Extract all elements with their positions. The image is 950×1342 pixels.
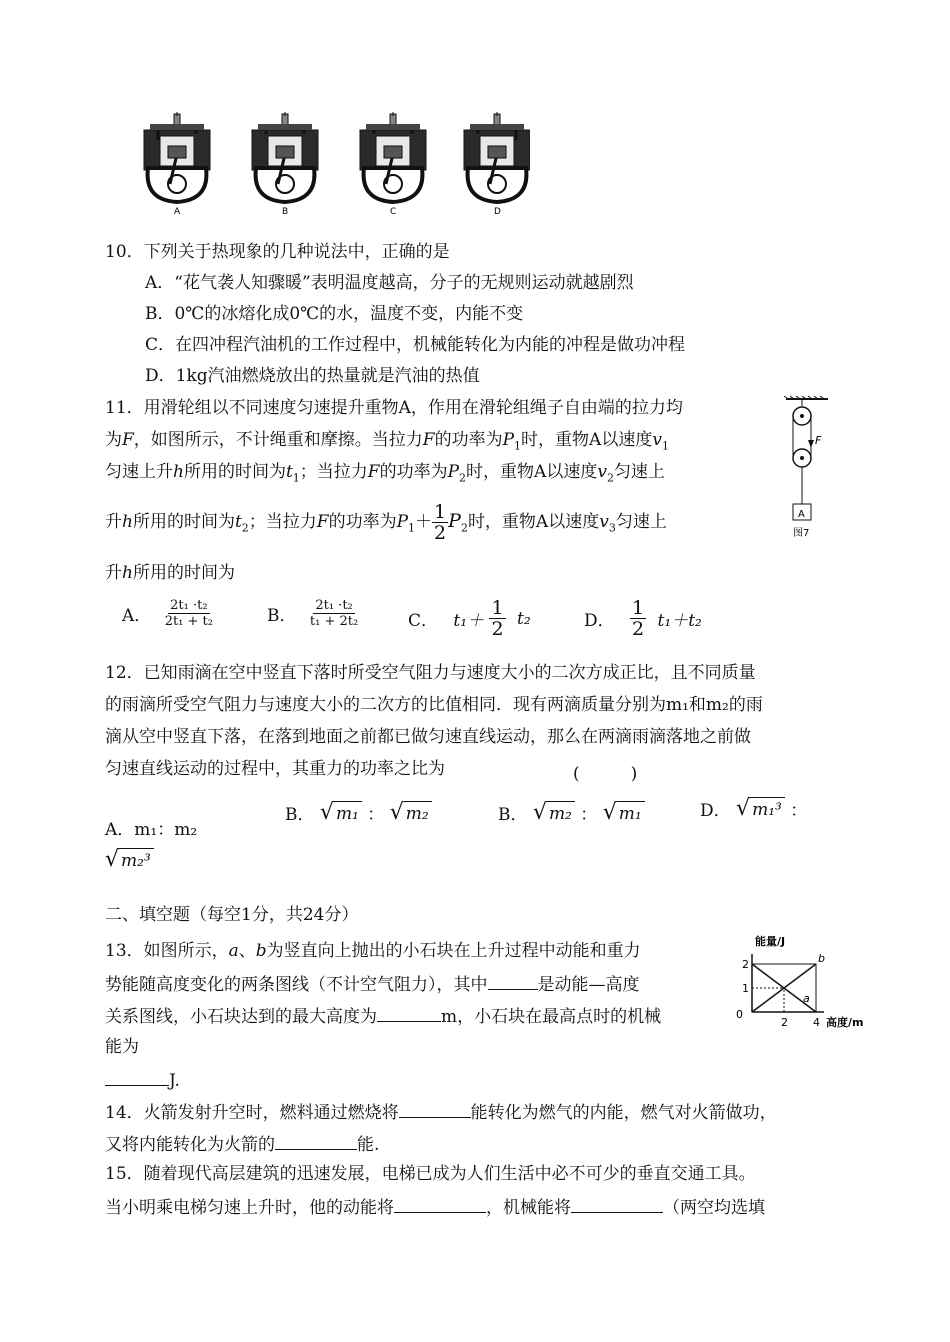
q13-blank-3[interactable] — [105, 1069, 169, 1086]
q10-stem: 10．下列关于热现象的几种说法中，正确的是 — [105, 242, 450, 262]
q15-line2: 当小明乘电梯匀速上升时，他的动能将 ，机械能将 （两空均选填 — [105, 1198, 765, 1218]
q13-blank-2[interactable] — [377, 1005, 441, 1022]
q10-option-d: D．1kg汽油燃烧放出的热量就是汽油的热值 — [145, 366, 480, 386]
q14-line1: 14．火箭发射升空时，燃料通过燃烧将 能转化为燃气的内能，燃气对火箭做功， — [105, 1103, 777, 1123]
x-tick-label: 4 — [813, 1016, 820, 1029]
q13-line5: J. — [105, 1069, 180, 1091]
block-label: A — [798, 509, 805, 520]
q12-option-d: D． √ m₁³ ： — [700, 795, 808, 821]
q15-blank-1[interactable] — [394, 1196, 486, 1213]
q14-line2: 又将内能转化为火箭的 能. — [105, 1135, 380, 1155]
q11-line4: 升h所用的时间为$t_2$；当拉力F的功率为$P_1+$ $\frac{1}{2}$ $P_2$时，重物A以速度$v_3$匀速上 — [105, 501, 667, 544]
x-axis-label: 高度/m — [826, 1016, 864, 1029]
q12-line3: 滴从空中竖直下落，在落到地面之前都已做匀速直线运动，那么在两滴雨滴落地之前做 — [105, 727, 751, 747]
pulley-figure — [784, 396, 832, 542]
q14-blank-1[interactable] — [399, 1101, 471, 1118]
y-tick-label: 2 — [742, 958, 749, 971]
q12-line1: 12．已知雨滴在空中竖直下落时所受空气阻力与速度大小的二次方成正比，且不同质量 — [105, 663, 756, 683]
y-axis-label: 能量/J — [755, 935, 786, 948]
q13-line2: 势能随高度变化的两条图线（不计空气阻力），其中 是动能—高度 — [105, 975, 640, 995]
engine-strokes-figure — [130, 110, 530, 220]
q15-line1: 15．随着现代高层建筑的迅速发展，电梯已成为人们生活中必不可少的垂直交通工具。 — [105, 1164, 756, 1184]
series-label-a: a — [803, 992, 810, 1005]
engine-label: C — [390, 207, 397, 217]
q11-line5: 升h所用的时间为 — [105, 563, 235, 583]
q12-line2: 的雨滴所受空气阻力与速度大小的二次方的比值相同．现有两滴质量分别为m₁和m₂的雨 — [105, 695, 763, 715]
q13-line3: 关系图线，小石块达到的最大高度为 m，小石块在最高点时的机械 — [105, 1007, 662, 1027]
q12-option-d-cont: √ m₂³ — [105, 848, 154, 872]
q10-option-a: A．“花气袭人知骤暖”表明温度越高，分子的无规则运动就越剧烈 — [145, 273, 634, 293]
q10-option-b: B．0℃的冰熔化成0℃的水，温度不变，内能不变 — [145, 304, 524, 324]
section-2-heading: 二、填空题（每空1分，共24分） — [105, 905, 359, 925]
q11-line2: 为F，如图所示，不计绳重和摩擦。当拉力F的功率为$P_1$时，重物A以速度$v_1$ — [105, 430, 669, 453]
engine-diagram-c — [360, 112, 426, 217]
engine-diagram-a — [144, 112, 210, 217]
engine-diagram-d — [464, 112, 530, 217]
engine-label: D — [494, 207, 501, 217]
force-label: F — [815, 434, 822, 447]
figure-caption: 图7 — [793, 528, 810, 539]
q12-option-a: A．m₁：m₂ — [105, 820, 198, 840]
q11-option-b: B． $\frac{\text{2t₁ ·t₂}}{\text{t₁ + 2t₂}}$ — [267, 598, 359, 629]
q11-option-a: A． $\frac{\text{2t₁ ·t₂}}{\text{2t₁ + t₂}}$ — [122, 598, 213, 629]
q12-answer-paren: ( ) — [573, 764, 638, 784]
q15-blank-2[interactable] — [571, 1196, 663, 1213]
engine-label: B — [282, 207, 289, 217]
series-label-b: b — [818, 952, 825, 965]
x-tick-label: 2 — [781, 1016, 788, 1029]
q12-option-c: B． √ m₂ ： √ m₁ — [498, 800, 645, 825]
y-tick-label: 1 — [742, 982, 749, 995]
q11-line3: 匀速上升h所用的时间为$t_1$；当拉力F的功率为$P_2$时，重物A以速度$v_2$匀速上 — [105, 462, 665, 485]
q13-line1: 13．如图所示，a、b为竖直向上抛出的小石块在上升过程中动能和重力 — [105, 941, 641, 961]
q13-blank-1[interactable] — [488, 973, 538, 990]
x-tick-label: 0 — [736, 1008, 743, 1021]
q11-option-d: D． $\frac{1}{2}$ t₁＋t₂ — [584, 597, 702, 640]
q13-line4: 能为 — [105, 1037, 139, 1057]
half-fraction: $\frac{1}{2}$ — [434, 501, 447, 544]
q12-option-b: B． √ m₁ ： √ m₂ — [285, 800, 432, 825]
q11-line1: 11．用滑轮组以不同速度匀速提升重物A，作用在滑轮组绳子自由端的拉力均 — [105, 398, 683, 418]
q14-blank-2[interactable] — [275, 1133, 357, 1150]
engine-diagram-b — [252, 112, 318, 217]
q12-line4: 匀速直线运动的过程中，其重力的功率之比为 — [105, 759, 445, 779]
energy-height-chart — [735, 930, 875, 1030]
engine-label: A — [174, 207, 181, 217]
q10-option-c: C．在四冲程汽油机的工作过程中，机械能转化为内能的冲程是做功冲程 — [145, 335, 686, 355]
q11-option-c: C． t₁＋ $\frac{1}{2}$ t₂ — [408, 597, 531, 640]
